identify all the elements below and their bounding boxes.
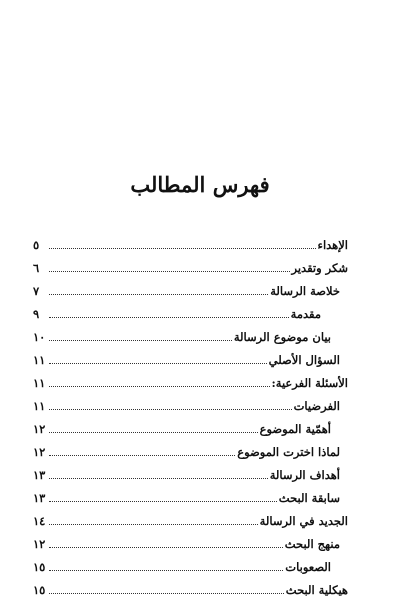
toc-entry-page-number: ١٥: [33, 560, 46, 574]
dot-leader: [49, 547, 283, 548]
toc-entry-page-number: ١٥: [33, 583, 46, 597]
toc-entry-label: مقدمة: [290, 307, 321, 321]
toc-entry-page-number: ١٠: [33, 330, 46, 344]
dot-leader: [49, 524, 258, 525]
toc-entry-label: هيكلية البحث: [285, 583, 348, 597]
toc-entry-label: سابقة البحث: [278, 491, 340, 505]
dot-leader: [49, 248, 316, 249]
toc-entry: [33, 482, 348, 505]
toc-entry-label: خلاصة الرسالة: [270, 284, 340, 298]
toc-entry-page-number: ١١: [33, 353, 46, 367]
dot-leader: [49, 501, 277, 502]
toc-entry: [33, 413, 348, 436]
toc-entry: [33, 321, 348, 344]
toc-entry-label: لماذا اخترت الموضوع: [237, 445, 340, 459]
toc-entry-page-number: ١٤: [33, 514, 46, 528]
dot-leader: [49, 271, 290, 272]
toc-entry-page-number: ١٣: [33, 468, 46, 482]
toc-entry-page-number: ٥: [33, 238, 40, 252]
toc-entry: [33, 505, 348, 528]
toc-entry-page-number: ١١: [33, 376, 46, 390]
dot-leader: [49, 386, 270, 387]
toc-entry-label: بيان موضوع الرسالة: [233, 330, 331, 344]
dot-leader: [49, 570, 283, 571]
dot-leader: [49, 432, 258, 433]
toc-entry-page-number: ٩: [33, 307, 40, 321]
toc-entry-page-number: ١٢: [33, 537, 46, 551]
toc-entry: [33, 551, 348, 574]
toc-entry: [33, 459, 348, 482]
toc-entry: [33, 252, 348, 275]
toc-entry-page-number: ١١: [33, 399, 46, 413]
toc-entry: [33, 229, 348, 252]
toc-entry-label: الجديد في الرسالة: [259, 514, 348, 528]
toc-entry-page-number: ١٢: [33, 445, 46, 459]
dot-leader: [49, 409, 292, 410]
toc-entry: [33, 367, 348, 390]
toc-entry-label: شكر وتقدير: [291, 261, 348, 275]
toc-entry-page-number: ٧: [33, 284, 40, 298]
toc-entry-page-number: ٦: [33, 261, 40, 275]
page-title: فهرس المطالب: [130, 172, 270, 197]
dot-leader: [49, 478, 268, 479]
toc-entry: [33, 298, 348, 321]
dot-leader: [49, 340, 232, 341]
toc-entry-label: منهج البحث: [284, 537, 340, 551]
toc-entry: [33, 275, 348, 298]
dot-leader: [49, 593, 284, 594]
toc-entry: [33, 344, 348, 367]
toc-entry: [33, 436, 348, 459]
toc-entry-label: الإهداء: [317, 238, 348, 252]
dot-leader: [49, 317, 289, 318]
dot-leader: [49, 455, 235, 456]
toc-entry: [33, 574, 348, 597]
toc-entry-label: الأسئلة الفرعية:: [271, 376, 348, 390]
toc-entry: [33, 528, 348, 551]
toc-entry-page-number: ١٢: [33, 422, 46, 436]
table-of-contents: [33, 229, 348, 597]
toc-entry-page-number: ١٣: [33, 491, 46, 505]
toc-entry: [33, 390, 348, 413]
toc-entry-label: الصعوبات: [285, 560, 331, 574]
toc-entry-label: السؤال الأصلي: [268, 353, 340, 367]
toc-entry-label: أهمّية الموضوع: [259, 422, 331, 436]
dot-leader: [49, 294, 268, 295]
toc-entry-label: أهداف الرسالة: [269, 468, 340, 482]
toc-entry-label: الفرضيات: [293, 399, 340, 413]
dot-leader: [49, 363, 267, 364]
